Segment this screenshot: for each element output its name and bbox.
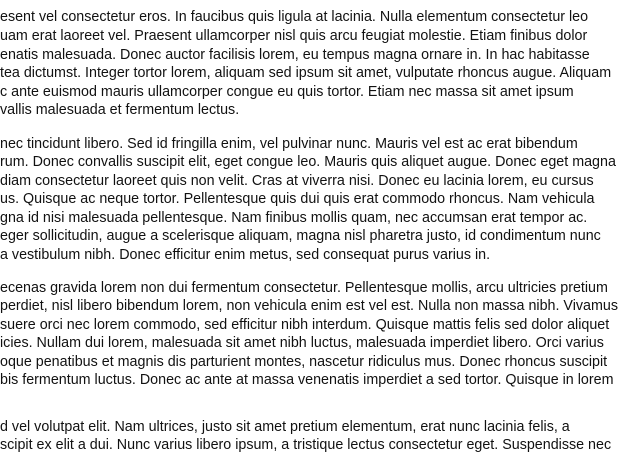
text-line: eger sollicitudin, augue a scelerisque aliquam, magna nisl pharetra justo, id condimentum nunc — [0, 228, 601, 244]
text-line: oque penatibus et magnis dis parturient montes, nascetur ridiculus mus. Donec rhoncus suscipit — [0, 354, 608, 370]
text-line: suere orci nec lorem commodo, sed efficitur nibh interdum. Quisque mattis felis sed dolor aliquet — [0, 317, 610, 333]
text-line: perdiet, nisl libero bibendum lorem, non vehicula enim est vel est. Nulla non massa nibh. Vivamus — [0, 298, 618, 314]
text-line: c ante euismod mauris ullamcorper congue eu quis tortor. Etiam nec massa sit amet ipsum — [0, 84, 574, 100]
text-line: enatis malesuada. Donec auctor facilisis lorem, eu tempus magna ornare in. In hac habitasse — [0, 47, 590, 63]
text-line: rum. Donec convallis suscipit elit, eget congue leo. Mauris quis aliquet augue. Donec eget magna — [0, 154, 616, 170]
text-line: scipit ex elit a dui. Nunc varius libero ipsum, a tristique lectus consectetur eget. Suspendisse nec — [0, 437, 612, 453]
text-line: us. Quisque ac neque tortor. Pellentesque quis dui quis erat commodo rhoncus. Nam vehicula — [0, 191, 595, 207]
text-line: gna id nisi malesuada pellentesque. Nam finibus mollis quam, nec accumsan erat tempor ac. — [0, 210, 588, 226]
text-line: esent vel consectetur eros. In faucibus quis ligula at lacinia. Nulla elementum consectetur leo — [0, 9, 589, 25]
text-line: icies. Nullam dui lorem, malesuada sit amet nibh luctus, malesuada imperdiet libero. Orci varius — [0, 335, 604, 351]
text-line: vallis malesuada et fermentum lectus. — [0, 102, 240, 118]
text-line: diam consectetur laoreet quis non velit. Cras at viverra nisi. Donec eu lacinia lorem, eu cursus — [0, 173, 594, 189]
text-line: a vestibulum nibh. Donec efficitur enim metus, sed consequat purus varius in. — [0, 247, 491, 263]
text-line: d vel volutpat elit. Nam ultrices, justo sit amet pretium elementum, erat nunc lacinia felis, a — [0, 419, 570, 435]
text-line: tea dictumst. Integer tortor lorem, aliquam sed ipsum sit amet, vulputate rhoncus augue. Aliquam — [0, 65, 612, 81]
text-line: uam erat laoreet vel. Praesent ullamcorper nisl quis arcu feugiat molestie. Etiam finibus dolor — [0, 28, 588, 44]
text-line: ecenas gravida lorem non dui fermentum consectetur. Pellentesque mollis, arcu ultricies pretium — [0, 280, 608, 296]
text-line: nec tincidunt libero. Sed id fringilla enim, vel pulvinar nunc. Mauris vel est ac erat bibendum — [0, 136, 578, 152]
text-line: bis fermentum luctus. Donec ac ante at massa venenatis imperdiet a sed tortor. Quisque in lorem — [0, 372, 614, 388]
